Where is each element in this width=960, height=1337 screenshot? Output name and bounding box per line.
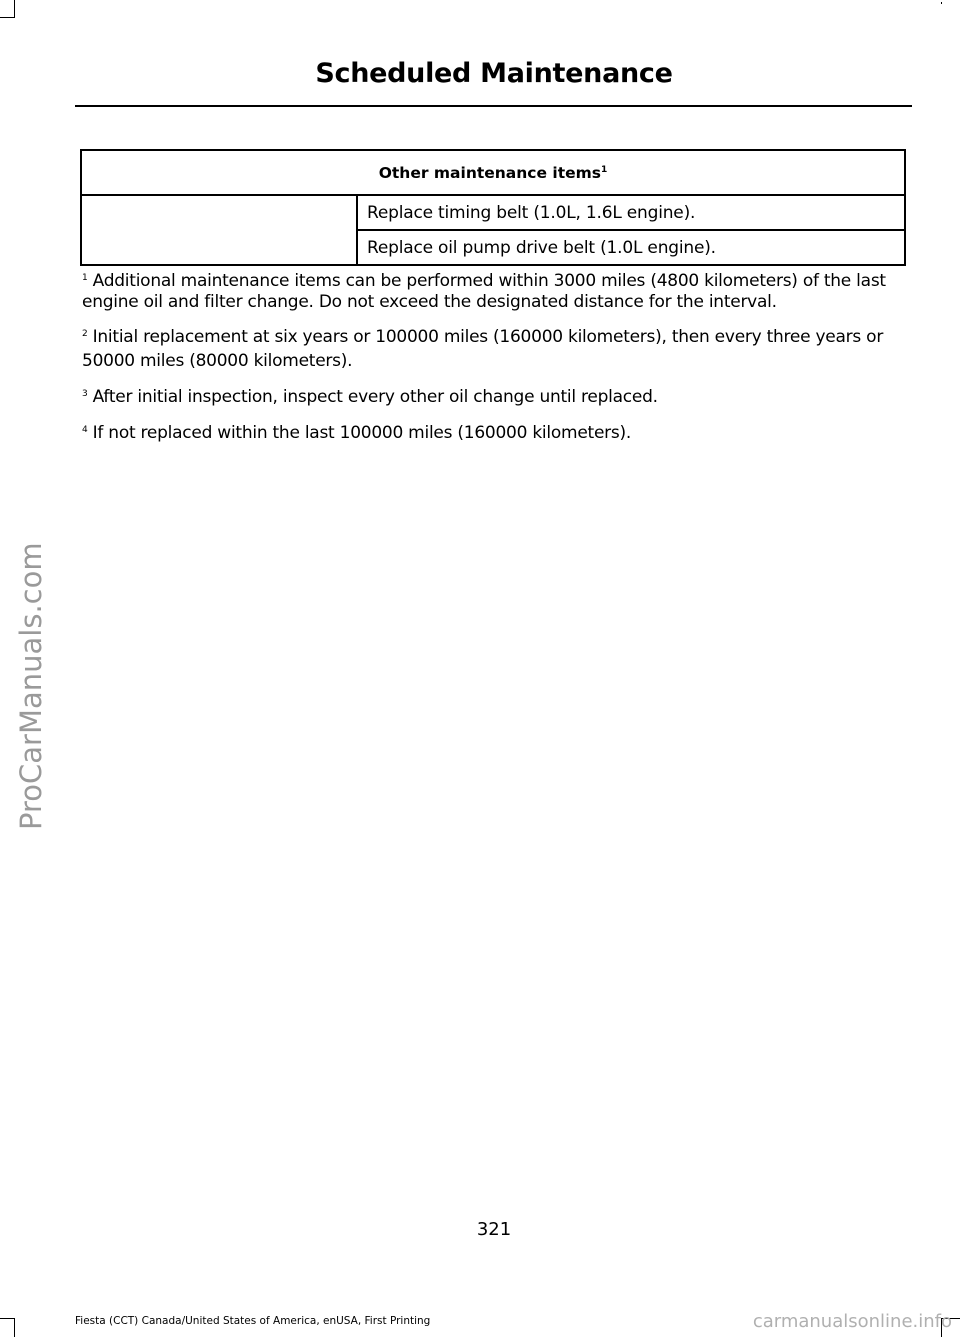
footnote-text: Initial replacement at six years or 100000 miles (160000 kilometers), then every three years or 50000 miles (80000 kilometers). xyxy=(82,327,884,371)
footnote-marker: 4 xyxy=(82,425,88,435)
crop-mark xyxy=(14,1318,15,1337)
maintenance-table xyxy=(80,149,906,266)
footnote-text: Additional maintenance items can be performed within 3000 miles (4800 kilometers) of the last engine oil and filter change. Do not exceed the designated distance for the interval. xyxy=(82,271,886,312)
page-title: Scheduled Maintenance xyxy=(315,58,673,89)
footnote-text: After initial inspection, inspect every other oil change until replaced. xyxy=(87,387,658,407)
table-header-label: Other maintenance items xyxy=(378,163,602,182)
watermark-side: ProCarManuals.com xyxy=(14,542,48,830)
footnote xyxy=(82,268,912,313)
footnotes xyxy=(82,268,912,454)
table-header xyxy=(81,150,905,195)
crop-mark xyxy=(0,1318,14,1319)
table-row xyxy=(81,195,905,230)
title-divider xyxy=(75,105,912,107)
footnote-marker: 3 xyxy=(82,389,88,399)
crop-mark xyxy=(14,0,15,18)
table-row-label xyxy=(81,195,357,265)
table-header-row xyxy=(81,150,905,195)
watermark-bottom: carmanualsonline.info xyxy=(752,1311,952,1332)
table-cell-item: Replace timing belt (1.0L, 1.6L engine). xyxy=(357,195,905,230)
footnote-ref: 1 xyxy=(601,164,608,175)
crop-mark xyxy=(0,17,14,18)
footnote xyxy=(82,382,912,409)
footnote-marker: 1 xyxy=(82,273,88,283)
footnote-text: If not replaced within the last 100000 miles (160000 kilometers). xyxy=(87,423,632,443)
footnote-marker: 2 xyxy=(82,329,88,339)
footnote xyxy=(82,322,912,373)
footnote xyxy=(82,418,912,445)
footer-edition: Fiesta (CCT) Canada/United States of America, enUSA, First Printing xyxy=(75,1315,431,1327)
page-number: 321 xyxy=(476,1219,512,1240)
table-cell-item: Replace oil pump drive belt (1.0L engine). xyxy=(357,230,905,265)
crop-mark xyxy=(941,2,942,4)
